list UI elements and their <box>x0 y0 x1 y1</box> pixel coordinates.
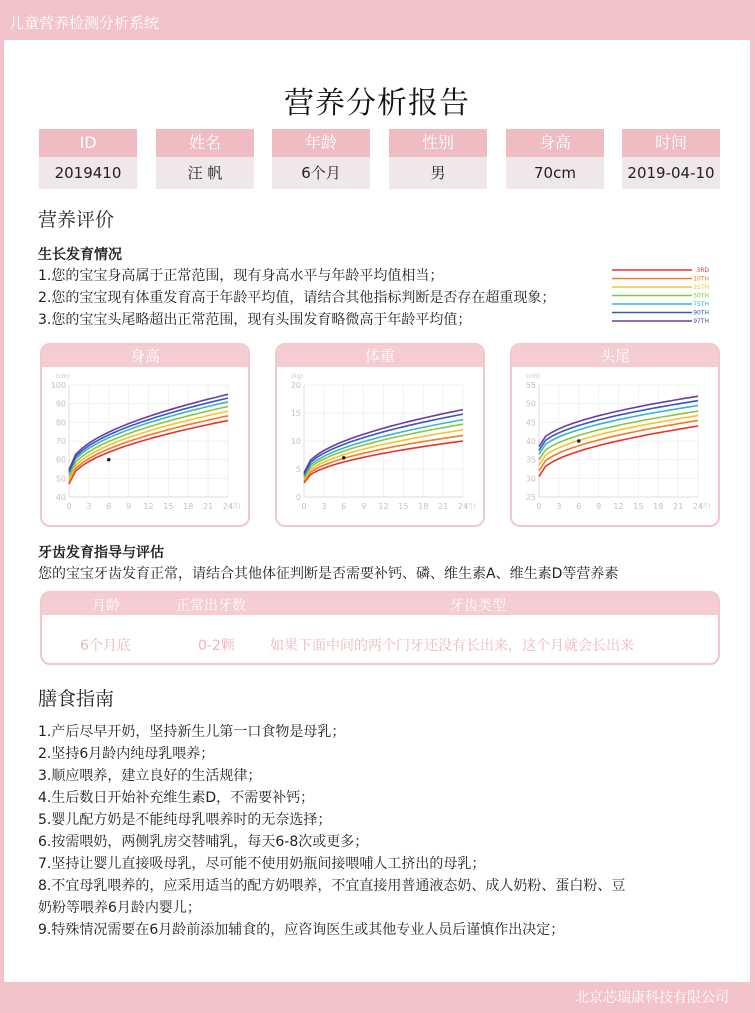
x-tick-label: 24 <box>457 502 469 511</box>
x-tick-label: 9 <box>126 502 132 511</box>
x-tick-label: 12 <box>378 502 389 511</box>
y-tick-label: 25 <box>525 493 536 502</box>
info-name <box>156 129 254 189</box>
info-value: 2019-04-10 <box>622 157 720 189</box>
x-tick-label: 24 <box>692 502 704 511</box>
percentile-legend <box>610 266 710 328</box>
y-tick-label: 0 <box>295 493 301 502</box>
diet-line: 1.产后尽早开奶，坚持新生儿第一口食物是母乳； <box>38 724 346 740</box>
info-height <box>506 129 604 189</box>
y-tick-label: 15 <box>290 409 301 418</box>
x-tick-label: 9 <box>361 502 367 511</box>
teeth-table <box>40 591 720 665</box>
x-tick-label: 15 <box>398 502 409 511</box>
y-tick-label: 70 <box>55 437 66 446</box>
chart-title: 头尾 <box>512 345 718 367</box>
y-tick-label: 100 <box>50 381 66 390</box>
diet-line: 3.顺应喂养，建立良好的生活规律； <box>38 768 262 784</box>
teeth-title: 牙齿发育指导与评估 <box>38 545 164 561</box>
y-tick-label: 50 <box>55 474 66 484</box>
x-tick-label: 0 <box>301 502 307 511</box>
teeth-col-type: 牙齿类型 <box>450 598 506 614</box>
x-tick-label: 0 <box>66 502 72 511</box>
y-unit-label: (cm) <box>526 373 540 380</box>
head-chart-plot <box>512 369 718 525</box>
info-label: 时间 <box>622 129 720 157</box>
x-tick-label: 0 <box>536 502 542 511</box>
chart-title: 体重 <box>277 345 483 367</box>
report-title: 营养分析报告 <box>284 86 470 121</box>
diet-line: 2.坚持6月龄内纯母乳喂养； <box>38 746 215 762</box>
info-value: 汪 帆 <box>156 157 254 189</box>
company-name: 北京芯瑞康科技有限公司 <box>575 990 729 1006</box>
growth-title: 生长发育情况 <box>38 247 122 263</box>
diet-line: 8.不宜母乳喂养的，应采用适当的配方奶喂养，不宜直接用普通液态奶、成人奶粉、蛋白粉、豆 <box>38 878 626 894</box>
y-tick-label: 20 <box>290 381 301 390</box>
x-tick-label: 9 <box>596 502 602 511</box>
y-unit-label: (kg) <box>291 373 303 380</box>
y-tick-label: 40 <box>55 493 66 502</box>
growth-line: 1.您的宝宝身高属于正常范围，现有身高水平与年龄平均值相当； <box>38 268 444 284</box>
teeth-cell-month: 6个月底 <box>80 638 131 654</box>
legend-label: 25TH <box>693 284 709 291</box>
x-tick-label: 6 <box>341 502 347 511</box>
diet-line: 9.特殊情况需要在6月龄前添加辅食的，应咨询医生或其他专业人员后谨慎作出决定； <box>38 922 565 938</box>
x-tick-label: 15 <box>163 502 174 511</box>
x-tick-label: 6 <box>106 502 112 511</box>
x-tick-label: 24 <box>222 502 234 511</box>
info-label: 身高 <box>506 129 604 157</box>
teeth-col-count: 正常出牙数 <box>176 598 246 614</box>
y-tick-label: 5 <box>295 465 301 474</box>
info-label: ID <box>39 129 137 157</box>
y-unit-label: (cm) <box>56 373 70 380</box>
y-tick-label: 60 <box>55 455 66 465</box>
weight-chart-plot <box>277 369 483 525</box>
chart-title: 身高 <box>42 345 248 367</box>
height-chart-plot <box>42 369 248 525</box>
y-tick-label: 30 <box>525 474 536 484</box>
diet-line: 奶粉等喂养6月龄内婴儿； <box>38 900 201 916</box>
teeth-desc: 您的宝宝牙齿发育正常，请结合其他体征判断是否需要补钙、磷、维生素A、维生素D等营养素 <box>38 566 619 582</box>
info-id <box>39 129 137 189</box>
info-value: 男 <box>389 157 487 189</box>
legend-label: 3RD <box>696 267 709 274</box>
y-tick-label: 40 <box>525 437 536 446</box>
measured-point <box>342 456 346 460</box>
x-unit-label: (月) <box>700 503 711 510</box>
diet-line: 6.按需喂奶，两侧乳房交替哺乳，每天6-8次或更多； <box>38 834 369 850</box>
measured-point <box>577 439 581 443</box>
diet-line: 5.婴儿配方奶是不能纯母乳喂养时的无奈选择； <box>38 812 332 828</box>
y-tick-label: 55 <box>525 381 536 390</box>
x-tick-label: 3 <box>556 502 562 511</box>
app-title: 儿童营养检测分析系统 <box>9 14 160 32</box>
y-tick-label: 10 <box>290 437 301 446</box>
x-unit-label: (月) <box>465 503 476 510</box>
x-tick-label: 12 <box>143 502 154 511</box>
weight-chart <box>275 343 485 527</box>
head-chart <box>510 343 720 527</box>
y-tick-label: 50 <box>525 399 536 409</box>
legend-label: 10TH <box>693 275 709 283</box>
x-tick-label: 12 <box>613 502 624 511</box>
x-tick-label: 21 <box>438 502 449 511</box>
info-value: 6个月 <box>272 157 370 189</box>
teeth-col-month: 月龄 <box>92 598 120 614</box>
x-tick-label: 18 <box>418 502 429 511</box>
diet-line: 7.坚持让婴儿直接吸母乳，尽可能不使用奶瓶间接喂哺人工挤出的母乳； <box>38 856 486 872</box>
info-gender <box>389 129 487 189</box>
legend-label: 75TH <box>693 301 709 308</box>
diet-line: 4.生后数日开始补充维生素D，不需要补钙； <box>38 790 315 806</box>
x-tick-label: 18 <box>183 502 194 511</box>
teeth-table-header <box>42 593 718 615</box>
info-label: 年龄 <box>272 129 370 157</box>
info-value: 70cm <box>506 157 604 189</box>
report-panel <box>4 40 750 982</box>
diet-title: 膳食指南 <box>38 688 115 710</box>
x-tick-label: 3 <box>321 502 327 511</box>
x-tick-label: 18 <box>653 502 664 511</box>
measured-point <box>107 458 111 462</box>
y-tick-label: 45 <box>525 418 536 428</box>
app-title-bar <box>0 0 755 40</box>
teeth-cell-count: 0-2颗 <box>198 638 235 654</box>
y-tick-label: 90 <box>55 399 66 409</box>
x-tick-label: 6 <box>576 502 582 511</box>
y-tick-label: 35 <box>525 455 536 465</box>
info-age <box>272 129 370 189</box>
x-unit-label: (月) <box>230 503 241 510</box>
evaluation-title: 营养评价 <box>38 209 115 231</box>
teeth-cell-type: 如果下面中间的两个门牙还没有长出来，这个月就会长出来 <box>270 638 634 654</box>
x-tick-label: 15 <box>633 502 644 511</box>
legend-label: 90TH <box>693 309 709 317</box>
info-date <box>622 129 720 189</box>
x-tick-label: 21 <box>673 502 684 511</box>
y-tick-label: 80 <box>55 418 66 428</box>
growth-line: 3.您的宝宝头尾略超出正常范围，现有头围发育略微高于年龄平均值； <box>38 312 472 328</box>
info-value: 2019410 <box>39 157 137 189</box>
legend-label: 50TH <box>693 292 709 300</box>
x-tick-label: 3 <box>86 502 92 511</box>
growth-line: 2.您的宝宝现有体重发育高于年龄平均值，请结合其他指标判断是否存在超重现象； <box>38 290 556 306</box>
info-label: 姓名 <box>156 129 254 157</box>
height-chart <box>40 343 250 527</box>
x-tick-label: 21 <box>203 502 214 511</box>
info-label: 性别 <box>389 129 487 157</box>
legend-label: 97TH <box>693 318 709 325</box>
